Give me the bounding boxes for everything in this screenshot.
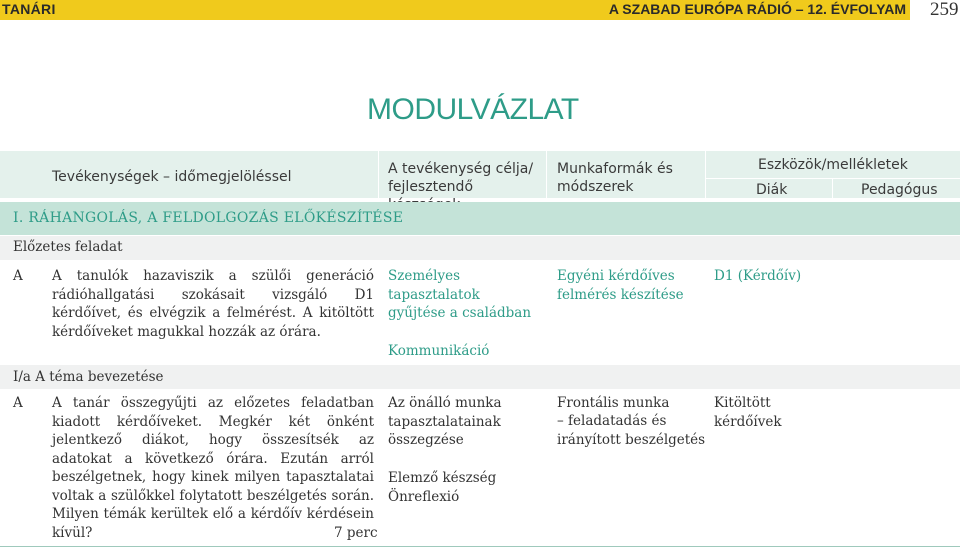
col-header-goal: A tevékenység célja/ fejlesztendő xyxy=(388,161,534,195)
row-goal: Az önálló munka tapasztalatainak összegzése xyxy=(388,395,502,448)
running-header xyxy=(0,0,960,20)
col-header-student: Diák xyxy=(756,182,788,198)
col-divider xyxy=(832,179,833,198)
row-goal: Személyes tapasztalatok gyűjtése a családban xyxy=(388,268,532,321)
subsection-title: Előzetes feladat xyxy=(13,239,123,255)
row-method-detail: – feladatadás és irányított beszélgetés xyxy=(557,413,706,448)
table-bottom-rule xyxy=(0,546,960,547)
row-student-tool: Kitöltött kérdőívek xyxy=(714,395,782,430)
page-title: MODULVÁZLAT xyxy=(367,93,579,126)
col-divider xyxy=(705,151,706,198)
col-divider xyxy=(378,151,379,198)
subsection-band xyxy=(0,236,960,260)
row-time: 7 perc xyxy=(334,525,378,541)
row-letter: A xyxy=(13,395,23,411)
header-right: A SZABAD EURÓPA RÁDIÓ – 12. ÉVFOLYAM xyxy=(608,1,906,17)
col-header-methods: Munkaformák és módszerek xyxy=(557,161,673,195)
row-method: Egyéni kérdőíves felmérés készítése xyxy=(557,268,684,303)
row-goal-secondary: Kommunikáció xyxy=(388,343,490,359)
subsection-title: I/a A téma bevezetése xyxy=(13,369,164,385)
row-activity: A tanár összegyűjti az előzetes feladatban kiadott kérdőíveket. Megkér két önként jelentkező diákot, hogy összesítsék az adatokat a következő órára. Ezután arról beszélgetnek, hogy kinek milyen tapasztalatai voltak a szülőkkel folytatott beszélgetés során. Milyen témák kerültek elő a kérdőív kérdésein kívül? xyxy=(52,395,374,541)
row-goal-secondary: Elemző készség Önreflexió xyxy=(388,470,497,505)
row-activity: A tanulók hazaviszik a szülői generáció rádióhallgatási szokásait vizsgáló D1 kérdőívet, és elvégzik a felmérést. A kitöltött kérdőíveket magukkal hozzák az órára. xyxy=(52,268,374,340)
header-divider xyxy=(706,178,960,179)
row-letter: A xyxy=(13,268,23,284)
col-header-tools: Eszközök/mellékletek xyxy=(758,157,908,173)
section-title: I. RÁHANGOLÁS, A FELDOLGOZÁS ELŐKÉSZÍTÉSE xyxy=(13,210,404,226)
col-header-activities: Tevékenységek – időmegjelöléssel xyxy=(52,169,292,185)
row-method: Frontális munka xyxy=(557,395,670,411)
row-student-tool: D1 (Kérdőív) xyxy=(714,268,802,284)
header-left: TANÁRI xyxy=(2,1,56,17)
col-header-teacher: Pedagógus xyxy=(861,182,938,198)
page-number: 259 xyxy=(910,0,960,21)
